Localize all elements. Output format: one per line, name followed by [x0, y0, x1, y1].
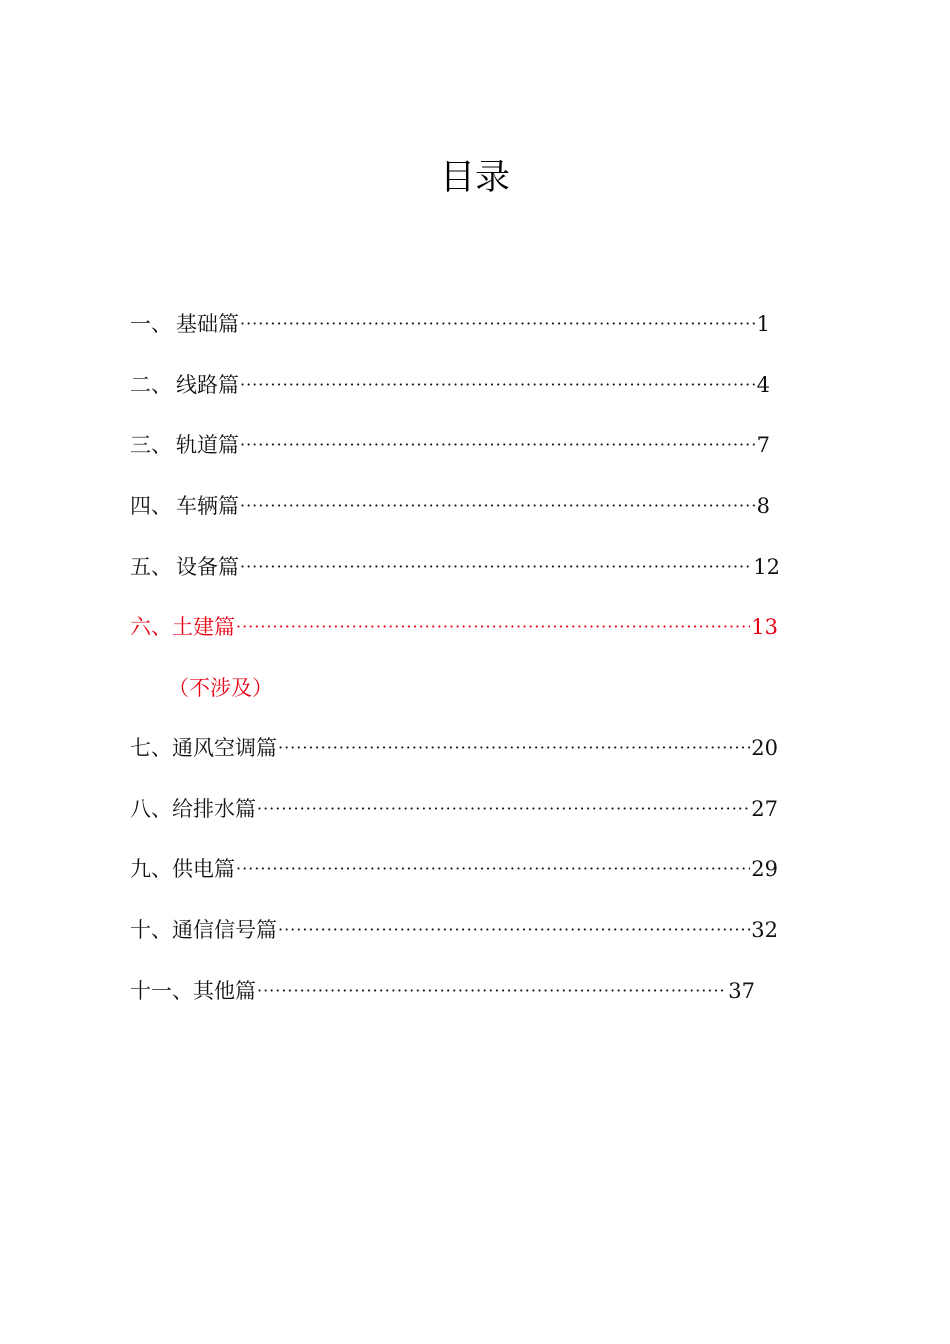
toc-note: （不涉及） — [168, 676, 273, 700]
toc-page-number: 32 — [751, 918, 778, 942]
toc-page-number: 12 — [753, 555, 780, 579]
toc-entry-4[interactable] — [130, 490, 770, 522]
dot-leader — [240, 429, 756, 461]
toc-number: 九、 — [130, 857, 172, 881]
toc-number: 六、 — [130, 615, 172, 639]
toc-number: 一、 — [130, 312, 172, 336]
toc-label: 给排水篇 — [172, 797, 256, 821]
toc-entry-3[interactable] — [130, 429, 770, 461]
toc-entry-8[interactable] — [130, 793, 778, 825]
toc-entry-9[interactable] — [130, 853, 778, 885]
toc-page-number: 13 — [751, 615, 778, 639]
toc-page-number: 27 — [751, 797, 778, 821]
toc-label: 车辆篇 — [176, 494, 239, 518]
toc-entry-2[interactable] — [130, 369, 770, 401]
dot-leader — [278, 732, 750, 764]
dot-leader — [257, 793, 750, 825]
dot-leader — [240, 551, 752, 583]
toc-label: 基础篇 — [176, 312, 239, 336]
toc-entry-10[interactable] — [130, 914, 778, 946]
toc-number: 二、 — [130, 373, 172, 397]
toc-label: 轨道篇 — [176, 433, 239, 457]
toc-page-number: 37 — [728, 979, 755, 1003]
toc-page-number: 8 — [756, 494, 770, 518]
toc-number: 四、 — [130, 494, 172, 518]
dot-leader — [236, 853, 750, 885]
toc-number: 五、 — [130, 555, 172, 579]
toc-entry-7[interactable] — [130, 732, 778, 764]
toc-number: 八、 — [130, 797, 172, 821]
dot-leader — [236, 611, 750, 643]
toc-label: 供电篇 — [172, 857, 235, 881]
toc-label: 设备篇 — [176, 555, 239, 579]
toc-label: 通信信号篇 — [172, 918, 277, 942]
page-title: 目录 — [439, 158, 510, 198]
dot-leader — [240, 369, 756, 401]
toc-page-number: 1 — [756, 312, 770, 336]
toc-page-number: 20 — [751, 736, 778, 760]
toc-entry-6[interactable] — [130, 611, 778, 643]
toc-entry-11[interactable] — [130, 975, 755, 1007]
toc-label: 其他篇 — [193, 979, 256, 1003]
toc-number: 三、 — [130, 433, 172, 457]
toc-entry-1[interactable] — [130, 308, 770, 340]
toc-page-number: 7 — [756, 433, 770, 457]
toc-number: 七、 — [130, 736, 172, 760]
dot-leader — [240, 308, 756, 340]
toc-page-number: 29 — [751, 857, 778, 881]
toc-number: 十、 — [130, 918, 172, 942]
toc-label: 线路篇 — [176, 373, 239, 397]
toc-entry-5[interactable] — [130, 551, 780, 583]
toc-page-number: 4 — [756, 373, 770, 397]
dot-leader — [257, 975, 727, 1007]
toc-label: 土建篇 — [172, 615, 235, 639]
toc-number: 十一、 — [130, 979, 193, 1003]
dot-leader — [278, 914, 750, 946]
dot-leader — [240, 490, 756, 522]
toc-label: 通风空调篇 — [172, 736, 277, 760]
